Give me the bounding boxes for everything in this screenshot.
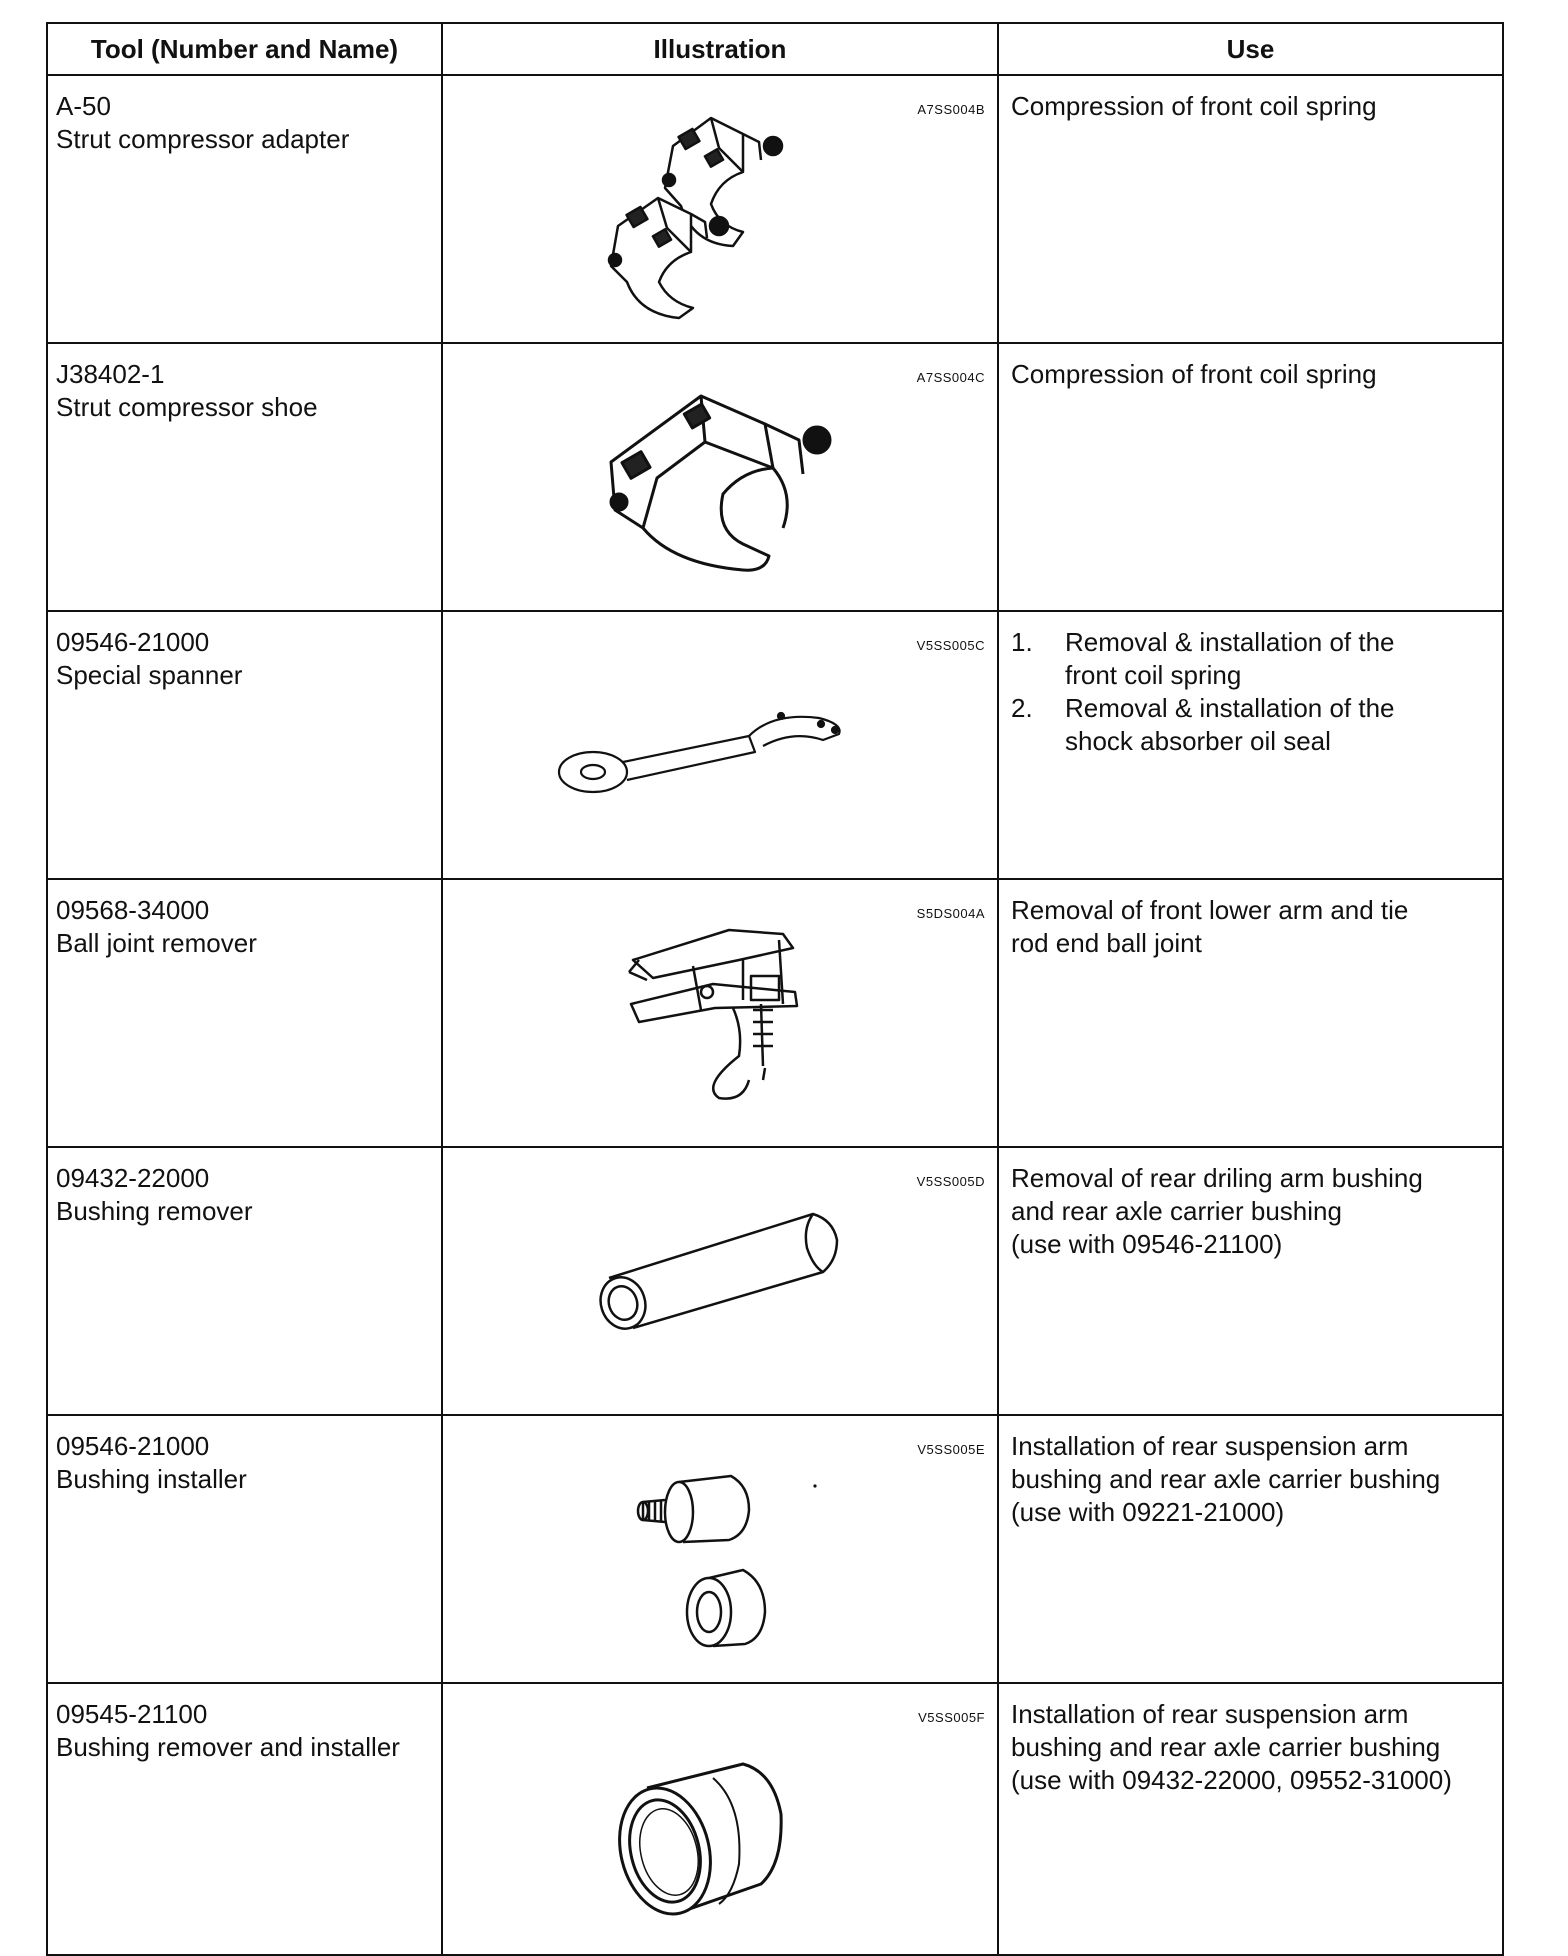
use-line: Compression of front coil spring bbox=[1011, 359, 1377, 389]
tool-number: 09545-21100 bbox=[56, 1699, 208, 1729]
tool-cell bbox=[47, 1683, 442, 1955]
illustration-cell bbox=[442, 1415, 998, 1683]
figure-code: V5SS005E bbox=[917, 1442, 985, 1457]
use-cell bbox=[998, 611, 1503, 879]
bushing-installer-icon bbox=[443, 1416, 999, 1668]
use-cell bbox=[998, 879, 1503, 1147]
header-illustration: Illustration bbox=[442, 23, 998, 75]
tool-number: 09432-22000 bbox=[56, 1163, 210, 1193]
tool-name: Bushing remover and installer bbox=[56, 1732, 400, 1762]
use-line: Installation of rear suspension arm bbox=[1011, 1431, 1409, 1461]
tool-cell bbox=[47, 343, 442, 611]
use-line: bushing and rear axle carrier bushing bbox=[1011, 1464, 1441, 1494]
tool-cell bbox=[47, 75, 442, 343]
use-line: Removal of rear driling arm bushing bbox=[1011, 1163, 1423, 1193]
use-line: (use with 09221-21000) bbox=[1011, 1497, 1285, 1527]
use-cell bbox=[998, 1415, 1503, 1683]
tool-name: Ball joint remover bbox=[56, 928, 257, 958]
header-row bbox=[47, 23, 1503, 75]
tool-cell bbox=[47, 611, 442, 879]
tool-cell bbox=[47, 1147, 442, 1415]
table-row bbox=[47, 879, 1503, 1147]
use-line: (use with 09546-21100) bbox=[1011, 1229, 1283, 1259]
tool-name: Strut compressor shoe bbox=[56, 392, 318, 422]
figure-code: S5DS004A bbox=[916, 906, 985, 921]
table-row bbox=[47, 1683, 1503, 1955]
header-tool: Tool (Number and Name) bbox=[47, 23, 442, 75]
use-cell bbox=[998, 343, 1503, 611]
figure-code: V5SS005F bbox=[918, 1710, 985, 1725]
strut-compressor-shoe-icon bbox=[443, 344, 999, 596]
use-line: and rear axle carrier bushing bbox=[1011, 1196, 1342, 1226]
use-cell bbox=[998, 75, 1503, 343]
table-row bbox=[47, 75, 1503, 343]
illustration-cell bbox=[442, 879, 998, 1147]
tool-name: Strut compressor adapter bbox=[56, 124, 350, 154]
illustration-cell bbox=[442, 75, 998, 343]
illustration-cell bbox=[442, 1683, 998, 1955]
figure-code: V5SS005C bbox=[916, 638, 985, 653]
tool-number: A-50 bbox=[56, 91, 111, 121]
tool-number: 09568-34000 bbox=[56, 895, 210, 925]
tool-number: 09546-21000 bbox=[56, 627, 210, 657]
use-cell bbox=[998, 1147, 1503, 1415]
table-row bbox=[47, 1147, 1503, 1415]
table-row bbox=[47, 343, 1503, 611]
use-cell bbox=[998, 1683, 1503, 1955]
use-line: bushing and rear axle carrier bushing bbox=[1011, 1732, 1441, 1762]
tool-name: Special spanner bbox=[56, 660, 243, 690]
tool-number: J38402-1 bbox=[56, 359, 165, 389]
bushing-remover-icon bbox=[443, 1148, 999, 1400]
list-item: 2. Removal & installation of the shock absorber oil seal bbox=[1011, 693, 1395, 756]
list-item: 1. Removal & installation of the front coil spring bbox=[1011, 627, 1395, 690]
strut-compressor-adapter-icon bbox=[443, 76, 999, 328]
use-line: rod end ball joint bbox=[1011, 928, 1202, 958]
tool-name: Bushing remover bbox=[56, 1196, 253, 1226]
illustration-cell bbox=[442, 1147, 998, 1415]
use-list bbox=[1011, 626, 1492, 758]
bushing-remover-installer-icon bbox=[443, 1684, 999, 1936]
table-row bbox=[47, 1415, 1503, 1683]
illustration-cell bbox=[442, 343, 998, 611]
table-row bbox=[47, 611, 1503, 879]
use-line: Installation of rear suspension arm bbox=[1011, 1699, 1409, 1729]
ball-joint-remover-icon bbox=[443, 880, 999, 1132]
figure-code: V5SS005D bbox=[916, 1174, 985, 1189]
use-line: Removal of front lower arm and tie bbox=[1011, 895, 1409, 925]
tool-cell bbox=[47, 879, 442, 1147]
special-spanner-icon bbox=[443, 612, 999, 864]
illustration-cell bbox=[442, 611, 998, 879]
tool-cell bbox=[47, 1415, 442, 1683]
use-line: Compression of front coil spring bbox=[1011, 91, 1377, 121]
use-line: (use with 09432-22000, 09552-31000) bbox=[1011, 1765, 1452, 1795]
header-use: Use bbox=[998, 23, 1503, 75]
tool-number: 09546-21000 bbox=[56, 1431, 210, 1461]
figure-code: A7SS004C bbox=[916, 370, 985, 385]
tool-name: Bushing installer bbox=[56, 1464, 247, 1494]
figure-code: A7SS004B bbox=[917, 102, 985, 117]
special-tools-table bbox=[46, 22, 1504, 1956]
